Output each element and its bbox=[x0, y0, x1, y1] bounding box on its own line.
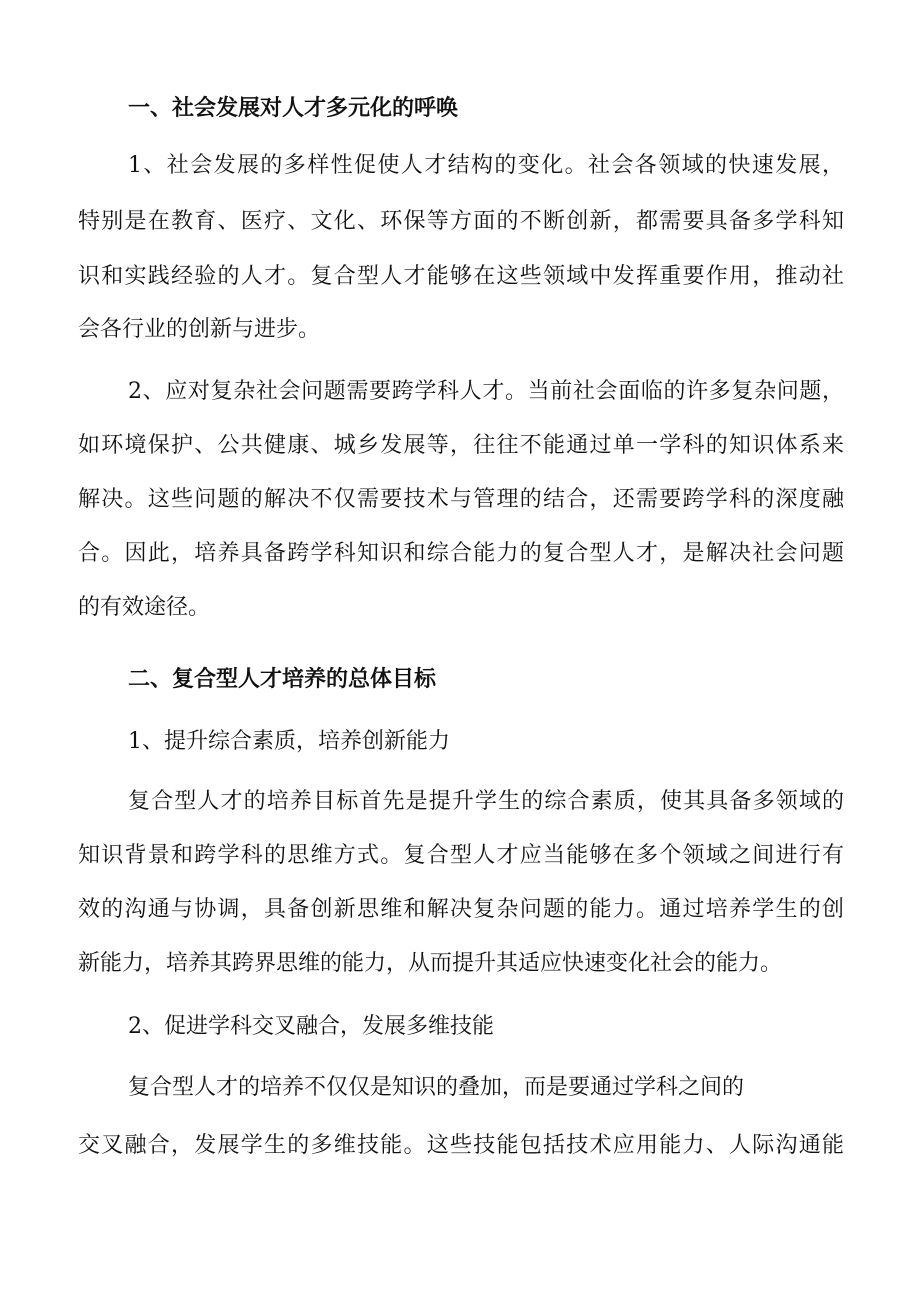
subheading-2: 2、促进学科交叉融合，发展多维技能 bbox=[128, 1014, 494, 1039]
paragraph-line: 复合型人才的培养不仅仅是知识的叠加，而是要通过学科之间的 bbox=[128, 1075, 745, 1100]
paragraph-line: 1、社会发展的多样性促使人才结构的变化。社会各领域的快速发展， bbox=[128, 153, 844, 178]
paragraph-line: 识和实践经验的人才。复合型人才能够在这些领域中发挥重要作用，推动社 bbox=[78, 264, 844, 289]
paragraph-line: 知识背景和跨学科的思维方式。复合型人才应当能够在多个领域之间进行有 bbox=[78, 843, 844, 868]
paragraph-line: 特别是在教育、医疗、文化、环保等方面的不断创新，都需要具备多学科知 bbox=[78, 209, 844, 234]
paragraph-line: 新能力，培养其跨界思维的能力，从而提升其适应快速变化社会的能力。 bbox=[78, 951, 783, 976]
paragraph-line: 交叉融合，发展学生的多维技能。这些技能包括技术应用能力、人际沟通能 bbox=[78, 1133, 844, 1158]
paragraph-line: 如环境保护、公共健康、城乡发展等，往往不能通过单一学科的知识体系来 bbox=[78, 433, 844, 458]
paragraph-line: 2、应对复杂社会问题需要跨学科人才。当前社会面临的许多复杂问题， bbox=[128, 379, 844, 404]
paragraph-line: 解决。这些问题的解决不仅需要技术与管理的结合，还需要跨学科的深度融 bbox=[78, 487, 844, 512]
section-2-heading: 二、复合型人才培养的总体目标 bbox=[128, 666, 437, 692]
paragraph-line: 效的沟通与协调，具备创新思维和解决复杂问题的能力。通过培养学生的创 bbox=[78, 897, 844, 922]
paragraph-line: 的有效途径。 bbox=[78, 595, 211, 620]
section-1-heading: 一、社会发展对人才多元化的呼唤 bbox=[128, 95, 459, 121]
paragraph-line: 复合型人才的培养目标首先是提升学生的综合素质，使其具备多领域的 bbox=[128, 789, 844, 814]
paragraph-line: 会各行业的创新与进步。 bbox=[78, 317, 321, 342]
subheading-1: 1、提升综合素质，培养创新能力 bbox=[128, 729, 450, 754]
paragraph-line: 合。因此，培养具备跨学科知识和综合能力的复合型人才，是解决社会问题 bbox=[78, 541, 844, 566]
